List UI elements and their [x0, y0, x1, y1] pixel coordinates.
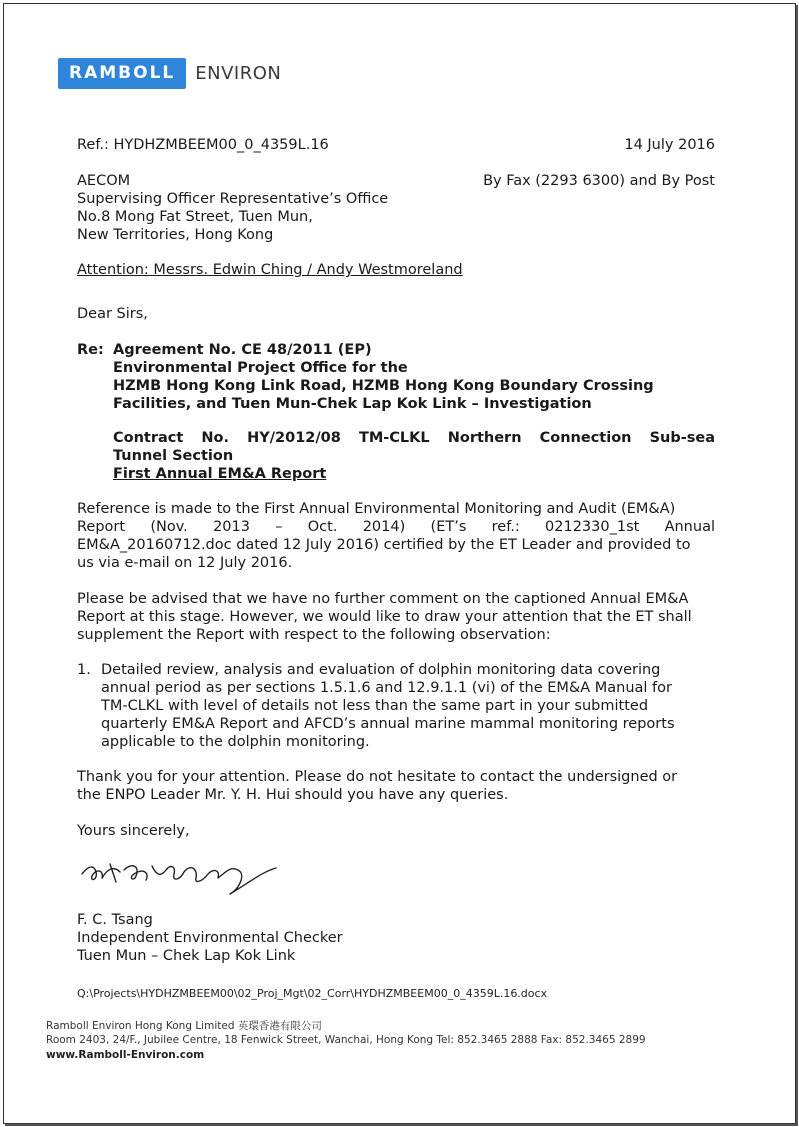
address-line: No.8 Mong Fat Street, Tuen Mun, [77, 209, 313, 225]
word: Connection [539, 430, 632, 446]
signatory-title: Independent Environmental Checker [77, 930, 343, 946]
para-line: us via e-mail on 12 July 2016. [77, 555, 293, 571]
paragraph-thanks [77, 768, 715, 804]
contract-block [113, 429, 715, 483]
subject-line: Agreement No. CE 48/2011 (EP) [113, 342, 372, 358]
para-line: supplement the Report with respect to the following observation: [77, 627, 551, 643]
attention-line: Attention: Messrs. Edwin Ching / Andy Westmoreland [77, 262, 463, 278]
file-path: Q:\Projects\HYDHZMBEEM00\02_Proj_Mgt\02_Corr\HYDHZMBEEM00_0_4359L.16.docx [77, 987, 548, 1000]
reference-number: Ref.: HYDHZMBEEM00_0_4359L.16 [77, 137, 329, 153]
word: No. [201, 430, 230, 446]
word: (Nov. [150, 519, 188, 535]
item-line: Detailed review, analysis and evaluation of dolphin monitoring data covering [101, 662, 661, 678]
subject-block [113, 341, 654, 413]
para-line: Please be advised that we have no further comment on the captioned Annual EM&A [77, 591, 689, 607]
word: 2013 [213, 519, 250, 535]
word: 2014) [362, 519, 406, 535]
word: Oct. [307, 519, 338, 535]
word: Sub-sea [649, 430, 715, 446]
re-label: Re: [77, 342, 104, 358]
signatory-block [77, 911, 343, 965]
logo-sub: ENVIRON [195, 63, 282, 84]
word: Northern [447, 430, 522, 446]
paragraph-reference [77, 500, 715, 572]
para-line: EM&A_20160712.doc dated 12 July 2016) certified by the ET Leader and provided to [77, 537, 691, 553]
subject-line: Facilities, and Tuen Mun-Chek Lap Kok Link – Investigation [113, 396, 592, 412]
para-line: Thank you for your attention. Please do not hesitate to contact the undersigned or [77, 769, 678, 785]
word: TM-CLKL [358, 430, 430, 446]
delivery-method: By Fax (2293 6300) and By Post [483, 173, 715, 189]
word: Report [77, 519, 126, 535]
letter-date: 14 July 2016 [624, 137, 715, 153]
para-line: Report at this stage. However, we would like to draw your attention that the ET shall [77, 609, 692, 625]
word: Contract [113, 430, 184, 446]
word: ref.: [491, 519, 520, 535]
item-line: applicable to the dolphin monitoring. [101, 734, 370, 750]
item-line: annual period as per sections 1.5.1.6 and 12.9.1.1 (vi) of the EM&A Manual for [101, 680, 672, 696]
subject-line: HZMB Hong Kong Link Road, HZMB Hong Kong Boundary Crossing [113, 378, 654, 394]
subject-line: Environmental Project Office for the [113, 360, 408, 376]
contract-line-2: Tunnel Section [113, 448, 234, 464]
para-line: Reference is made to the First Annual Environmental Monitoring and Audit (EM&A) [77, 501, 676, 517]
closing: Yours sincerely, [77, 823, 190, 839]
word: 0212330_1st [545, 519, 640, 535]
signature-image [80, 852, 280, 902]
signatory-project: Tuen Mun – Chek Lap Kok Link [77, 948, 296, 964]
item-line: TM-CLKL with level of details not less than the same part in your submitted [101, 698, 649, 714]
word: HY/2012/08 [247, 430, 341, 446]
item-line: quarterly EM&A Report and AFCD’s annual marine mammal monitoring reports [101, 716, 675, 732]
word: – [275, 519, 283, 535]
para-line [77, 518, 715, 536]
footer-company: Ramboll Environ Hong Kong Limited 英環香港有限公司 [46, 1020, 322, 1032]
observation-item [77, 661, 715, 751]
report-title: First Annual EM&A Report [113, 466, 327, 482]
footer-website: www.Ramboll-Environ.com [46, 1049, 205, 1061]
item-number: 1. [77, 662, 91, 678]
contract-line [113, 429, 715, 447]
para-line: the ENPO Leader Mr. Y. H. Hui should you have any queries. [77, 787, 509, 803]
salutation: Dear Sirs, [77, 306, 148, 322]
word: Annual [664, 519, 715, 535]
footer-address: Room 2403, 24/F., Jubilee Centre, 18 Fenwick Street, Wanchai, Hong Kong Tel: 852.3465 2888 Fax: 852.3465 2899 [46, 1034, 646, 1046]
logo-brand: RAMBOLL [58, 58, 186, 89]
address-line: AECOM [77, 173, 131, 189]
address-block [77, 172, 388, 244]
signatory-name: F. C. Tsang [77, 912, 153, 928]
paragraph-advice [77, 590, 715, 644]
address-line: New Territories, Hong Kong [77, 227, 274, 243]
word: (ET’s [430, 519, 467, 535]
address-line: Supervising Officer Representative’s Office [77, 191, 389, 207]
company-logo [58, 58, 281, 89]
